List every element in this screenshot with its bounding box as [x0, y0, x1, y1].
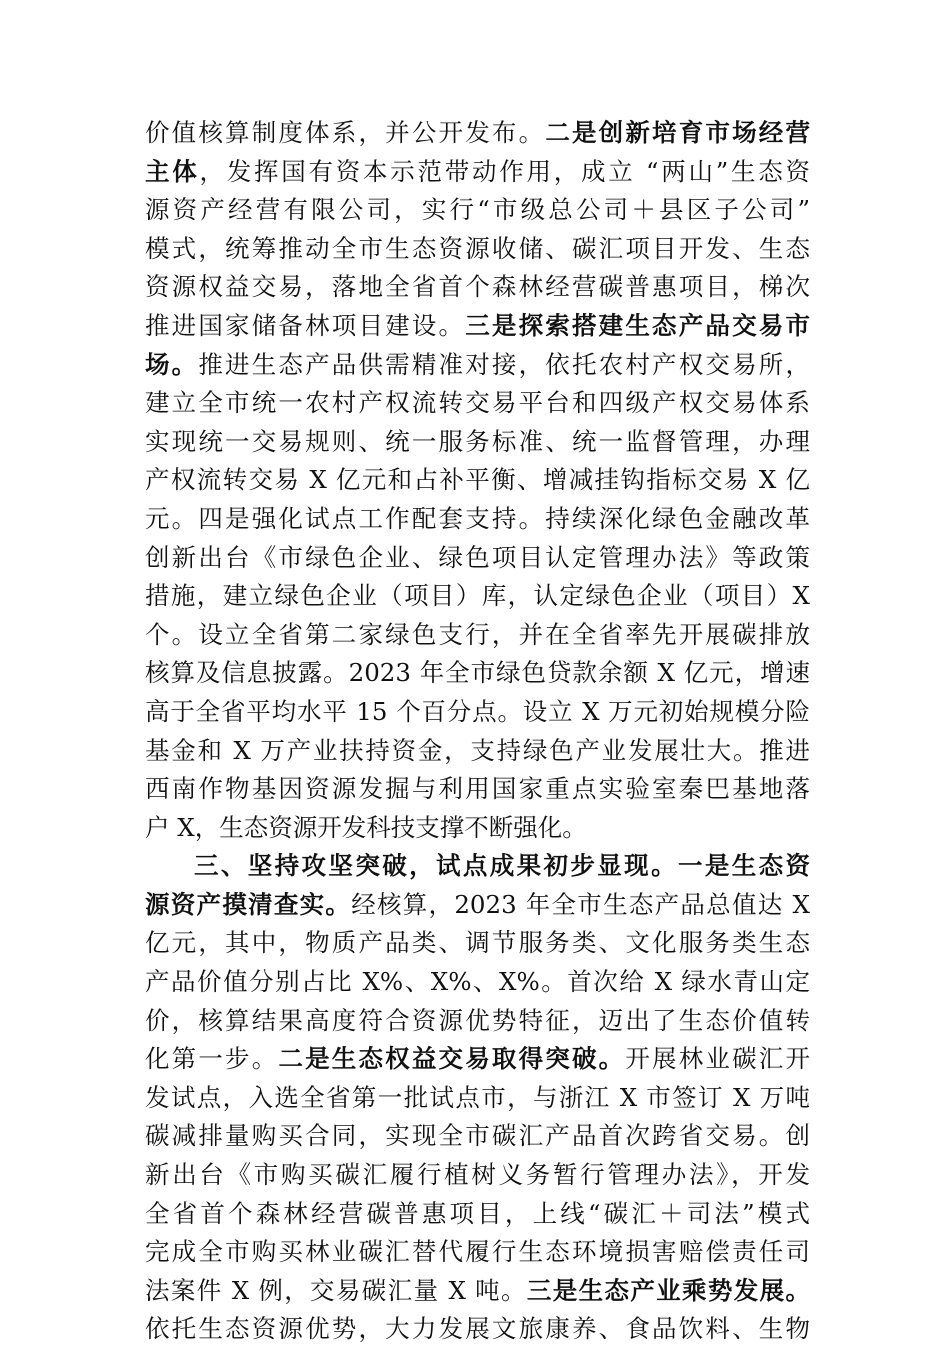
text-line	[145, 1117, 810, 1156]
text-line	[145, 770, 810, 809]
text-segment: 碳减排量购买合同，实现全市碳汇产品首次跨省交易。创	[145, 1121, 810, 1151]
text-line	[145, 577, 810, 616]
text-line	[145, 230, 810, 269]
text-line	[145, 886, 810, 925]
bold-text-segment: 二是生态权益交易取得突破。	[278, 1044, 626, 1074]
text-line	[145, 924, 810, 963]
text-line	[145, 500, 810, 539]
text-segment: 高于全省平均水平 15 个百分点。设立 X 万元初始规模分险	[145, 696, 810, 726]
text-segment: 创新出台《市绿色企业、绿色项目认定管理办法》等政策	[145, 542, 810, 572]
text-segment: 资源权益交易，落地全省首个森林经营碳普惠项目，梯次	[145, 272, 810, 302]
text-line	[145, 654, 810, 693]
text-line	[145, 346, 810, 385]
text-segment: 源资产经营有限公司，实行“市级总公司＋县区子公司”	[145, 195, 810, 225]
text-segment: 个。设立全省第二家绿色支行，并在全省率先开展碳排放	[145, 619, 810, 649]
text-line	[145, 153, 810, 192]
text-segment: 户 X，生态资源开发科技支撑不断强化。	[145, 812, 587, 842]
text-segment: 产品价值分别占比 X%、X%、X%。首次给 X 绿水青山定	[145, 967, 810, 997]
text-segment: 措施，建立绿色企业（项目）库，认定绿色企业（项目）X	[145, 581, 810, 611]
text-line	[145, 1156, 810, 1195]
text-segment: 全省首个森林经营碳普惠项目，上线“碳汇＋司法”模式	[145, 1198, 810, 1228]
text-line	[145, 1040, 810, 1079]
text-line	[145, 809, 810, 848]
text-segment: 元。四是强化试点工作配套支持。持续深化绿色金融改革	[145, 503, 810, 533]
text-segment: 化第一步。	[145, 1044, 279, 1074]
text-line	[145, 1310, 810, 1349]
text-line	[145, 384, 810, 423]
bold-text-segment: 源资产摸清查实。	[145, 889, 352, 919]
text-segment: 完成全市购买林业碳汇替代履行生态环境损害赔偿责任司	[145, 1237, 810, 1267]
text-segment: 基金和 X 万产业扶持资金，支持绿色产业发展壮大。推进	[145, 735, 810, 765]
text-segment: 西南作物基因资源发掘与利用国家重点实验室秦巴基地落	[145, 774, 810, 804]
text-line	[145, 1002, 810, 1041]
bold-text-segment: 三、坚持攻坚突破，试点成果初步显现。一是生态资	[194, 851, 810, 881]
text-segment: 核算及信息披露。2023 年全市绿色贷款余额 X 亿元，增速	[145, 658, 810, 688]
text-segment: 模式，统筹推动全市生态资源收储、碳汇项目开发、生态	[145, 233, 810, 263]
text-segment: 经核算，2023 年全市生态产品总值达 X	[351, 889, 810, 919]
text-segment: 新出台《市购买碳汇履行植树义务暂行管理办法》，开发	[145, 1160, 810, 1190]
text-segment: 亿元，其中，物质产品类、调节服务类、文化服务类生态	[145, 928, 810, 958]
text-segment: 推进国家储备林项目建设。	[145, 310, 466, 340]
text-line	[145, 307, 810, 346]
text-segment: 价值核算制度体系，并公开发布。	[145, 118, 546, 147]
text-segment: 依托生态资源优势，大力发展文旅康养、食品饮料、生物	[145, 1314, 810, 1344]
text-line	[145, 732, 810, 771]
text-line	[145, 114, 810, 153]
text-segment: 推进生态产品供需精准对接，依托农村产权交易所，	[198, 349, 810, 379]
bold-text-segment: 三是生态产业乘势发展。	[526, 1275, 810, 1305]
text-line	[145, 1272, 810, 1311]
document-body	[145, 114, 810, 1349]
text-line	[145, 1079, 810, 1118]
text-line	[145, 1195, 810, 1234]
text-segment: 产权流转交易 X 亿元和占补平衡、增减挂钩指标交易 X 亿	[145, 465, 810, 495]
text-line	[145, 847, 810, 886]
text-segment: 建立全市统一农村产权流转交易平台和四级产权交易体系	[145, 388, 810, 418]
bold-text-segment: 主体	[145, 156, 200, 186]
text-line	[145, 1233, 810, 1272]
text-segment: 开展林业碳汇开	[625, 1044, 810, 1074]
text-segment: 法案件 X 例，交易碳汇量 X 吨。	[145, 1275, 527, 1305]
bold-text-segment: 三是探索搭建生态产品交易市	[465, 310, 810, 340]
text-line	[145, 539, 810, 578]
bold-text-segment: 二是创新培育市场经营	[545, 118, 810, 147]
text-line	[145, 963, 810, 1002]
text-segment: ，发挥国有资本示范带动作用，成立 “两山”生态资	[199, 156, 810, 186]
text-line	[145, 268, 810, 307]
text-segment: 价，核算结果高度符合资源优势特征，迈出了生态价值转	[145, 1005, 810, 1035]
text-line	[145, 616, 810, 655]
bold-text-segment: 场。	[145, 349, 199, 379]
text-segment: 发试点，入选全省第一批试点市，与浙江 X 市签订 X 万吨	[145, 1082, 810, 1112]
text-line	[145, 191, 810, 230]
text-line	[145, 693, 810, 732]
text-line	[145, 461, 810, 500]
text-line	[145, 423, 810, 462]
text-segment: 实现统一交易规则、统一服务标准、统一监督管理，办理	[145, 426, 810, 456]
